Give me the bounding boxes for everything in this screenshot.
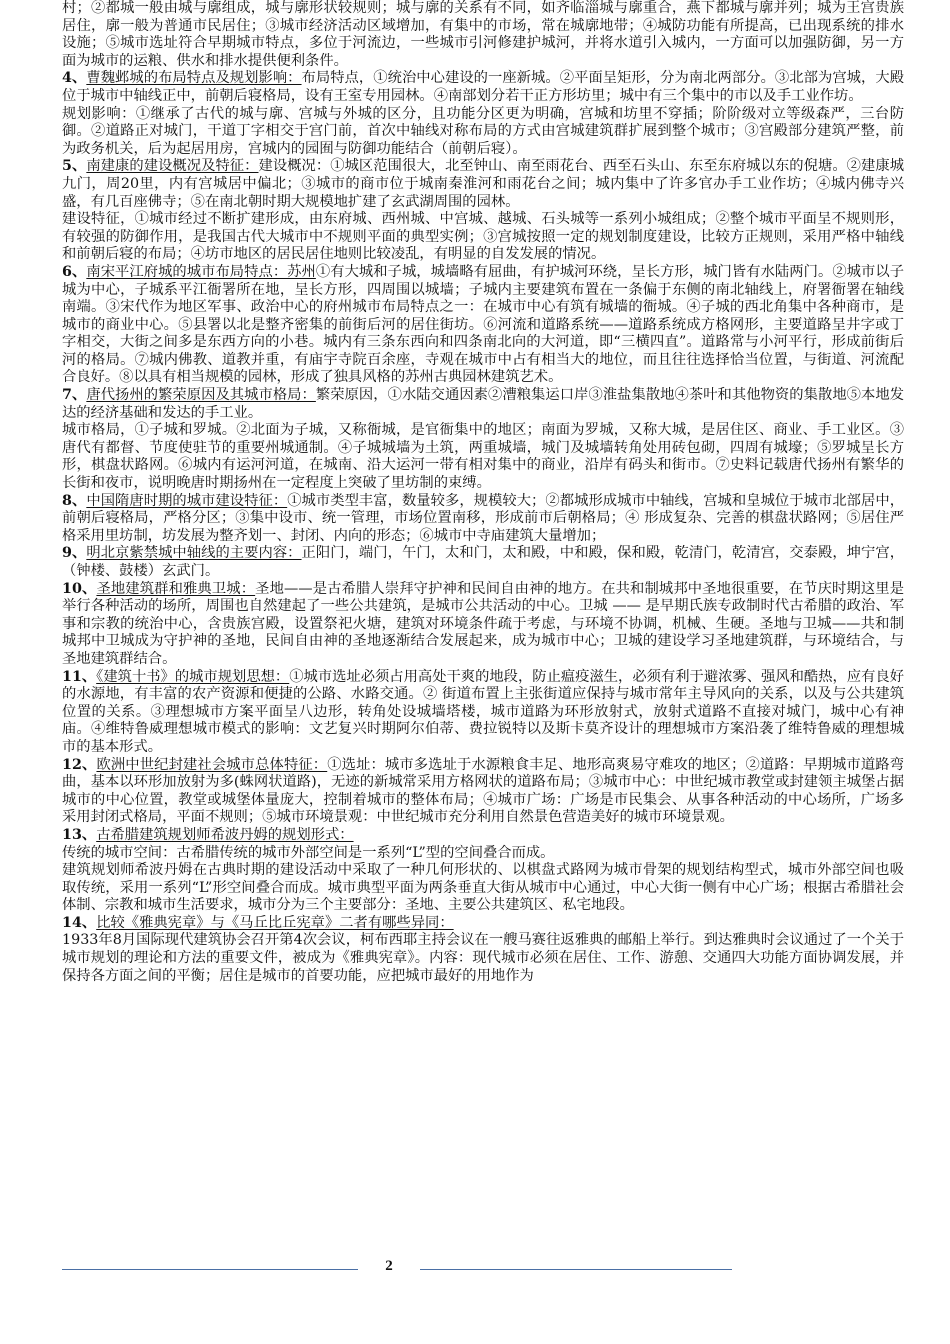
section-number: 10、	[62, 580, 97, 597]
section-body: 1933年8月国际现代建筑协会召开第4次会议，柯布西耶主持会议在一艘马赛往返雅典的邮船上举行。到达雅典时会议通过了一个关于城市规划的理论和方法的重要文件，被成为《雅典宪章》。内容：现代城市必须在居住、工作、游憩、交通四大功能方面协调发展，并保持各方面之间的平衡；居住是城市的首要功能，应把城市最好的用地作为	[62, 932, 904, 984]
section-number: 5、	[62, 158, 87, 175]
section-paragraph	[62, 70, 904, 105]
section-paragraph	[62, 757, 904, 827]
section-heading: 《建筑十书》的城市规划思想：	[96, 668, 290, 685]
section-paragraph	[62, 669, 904, 757]
section-body: 布局特点，①统治中心建设的一座新城。②平面呈矩形，分为南北两部分。③北部为宫城，大殿位于城市中轴线正中，前朝后寝格局，设有王室专用园林。④南部划分若干正方形坊里；城中有三个集中的市以及手工业作坊。	[62, 70, 904, 104]
section-body: 城市格局，①子城和罗城。②北面为子城，又称衙城，是官衙集中的地区；南面为罗城，又称大城，是居住区、商业、手工业区。③唐代有都督、节度使驻节的重要州城通制。④子城城墙为土筑，两重城墙，城门及城墙转角处用砖包砌，四周有城壕；⑤罗城呈长方形，棋盘状路网。⑥城内有运河河道，在城南、沿大运河一带有相对集中的商业，沿岸有码头和街市。⑦史料记载唐代扬州有繁华的长街和夜市，说明晚唐时期扬州在一定程度上突破了里坊制的束缚。	[62, 422, 904, 492]
section-body: 建设概况：①城区范围很大，北至钟山、南至雨花台、西至石头山、东至东府城以东的倪塘。②建康城九门，周20里，内有宫城居中偏北；③城市的商市位于城南秦淮河和雨花台之间；城内集中了许多官办手工业作坊；④城内佛寺兴盛，有几百座佛寺；⑤在南北朝时期大规模地扩建了玄武湖周围的园林。	[62, 158, 905, 210]
section-heading: 欧洲中世纪封建社会城市总体特征：	[96, 756, 328, 773]
section-number: 13、	[62, 826, 97, 843]
section-number: 7、	[62, 387, 87, 404]
section-paragraph	[62, 581, 904, 669]
section-body: 繁荣原因，①水陆交通因素②漕粮集运口岸③淮盐集散地④茶叶和其他物资的集散地⑤本地发达的经济基础和发达的手工业。	[62, 387, 904, 421]
sections-container	[62, 70, 904, 985]
section-body: 正阳门，端门，午门，太和门，太和殿，中和殿，保和殿，乾清门，乾清宫，交泰殿，坤宁宫，（钟楼、鼓楼）玄武门。	[62, 545, 904, 579]
section-number: 12、	[62, 756, 97, 773]
section-paragraph	[62, 932, 904, 985]
section-heading: 曹魏邺城的布局特点及规划影响：	[86, 70, 302, 87]
section-body: ①城市类型丰富，数量较多，规模较大；②都城形成城市中轴线，宫城和皇城位于城市北部居中，前朝后寝格局，严格分区；③集中设市、统一管理，市场位置南移，形成前市后朝格局；④ 形成复杂、完善的棋盘状路网；⑤居住严格采用里坊制，坊发展为整齐划一、封闭、内向的形态；⑥城市中寺庙建筑大量增加；	[62, 492, 904, 544]
intro-paragraph: 村；②都城一般由城与廓组成，城与廓形状较规则；城与廓的关系有不同，如齐临淄城与廓重合，燕下都城与廓并列；城为王宫贵族居住，廓一般为普通市民居住；③城市经济活动区域增加，有集中的市场，常在城廓地带；④城防功能有所提高，已出现系统的排水设施；⑤城市选址符合早期城市特点，多位于河流边，一些城市引河修建护城河，并将水道引入城内，一方面可以加强防御，另一方面为城市的运粮、供水和排水提供便利条件。	[62, 0, 904, 69]
footer-rule-right	[420, 1269, 732, 1270]
section-heading: 南建康的建设概况及特征：	[86, 158, 259, 175]
section-number: 8、	[62, 492, 87, 509]
section-paragraph	[62, 211, 904, 264]
section-paragraph	[62, 387, 904, 422]
section-number: 11、	[62, 668, 97, 685]
section-paragraph	[62, 845, 904, 863]
section-number: 6、	[62, 263, 87, 280]
section-paragraph	[62, 545, 904, 580]
section-body: ①选址：城市多选址于水源粮食丰足、地形高爽易守难攻的地区；②道路：早期城市道路弯曲，基本以环形加放射为多(蛛网状道路)，无迹的新城常采用方格网状的道路布局；③城市中心：中世纪城市教堂或封建领主城堡占据城市的中心位置，教堂或城堡体量庞大，控制着城市的整体布局；④城市广场：广场是市民集会、从事各种活动的中心场所，广场多采用封闭式格局，平面不规则；⑤城市环境景观：中世纪城市充分利用自然景色营造美好的城市环境景观。	[62, 756, 904, 826]
page-number: 2	[385, 1258, 393, 1274]
section-body: 建设特征，①城市经过不断扩建形成，由东府城、西州城、中宫城、越城、石头城等一系列小城组成；②整个城市平面呈不规则形，有较强的防御作用，是我国古代大城市中不规则平面的典型实例；③宫城按照一定的规划制度建设，比较方正规则，采用严格中轴线和前朝后寝的布局；④坊市地区的居民居住地则比较凌乱，有明显的自发发展的情况。	[62, 211, 904, 263]
section-paragraph	[62, 264, 904, 387]
section-heading: 南宋平江府城的城市布局特点：苏州	[86, 263, 316, 280]
section-body: ①城市选址必须占用高处干爽的地段，防止瘟疫滋生，必须有利于避浓雾、强风和酷热，应有良好的水源地，有丰富的农产资源和便捷的公路、水路交通。② 街道布置上主张街道应保持与城市常年主导风向的关系，以及与公共建筑位置的关系。③理想城市方案平面呈八边形，转角处设城墙塔楼，城市道路为环形放射式，放射式道路不直接对城门，城中心有神庙。④维特鲁威理想城市模式的影响：文艺复兴时期阿尔伯蒂、费拉锐特以及斯卡莫齐设计的理想城市方案沿袭了维特鲁威的理想城市的基本形式。	[62, 668, 904, 755]
section-paragraph	[62, 422, 904, 492]
section-heading: 唐代扬州的繁荣原因及其城市格局：	[86, 387, 316, 404]
section-number: 4、	[62, 70, 87, 87]
section-heading: 比较《雅典宪章》与《马丘比丘宪章》二者有哪些异同：	[96, 914, 454, 931]
section-number: 14、	[62, 914, 97, 931]
section-paragraph	[62, 827, 904, 845]
section-paragraph	[62, 915, 904, 933]
section-heading: 中国隋唐时期的城市建设特征：	[86, 492, 288, 509]
section-number: 9、	[62, 545, 87, 562]
section-heading: 圣地建筑群和雅典卫城：	[96, 580, 256, 597]
section-paragraph	[62, 862, 904, 915]
section-heading: 明北京紫禁城中轴线的主要内容：	[86, 545, 302, 562]
section-heading: 古希腊建筑规划师希波丹姆的规划形式：	[96, 826, 354, 843]
footer-rule-left	[62, 1269, 358, 1270]
section-paragraph	[62, 493, 904, 546]
page-footer	[0, 1258, 950, 1278]
section-body: 建筑规划师希波丹姆在古典时期的建设活动中采取了一种几何形状的、以棋盘式路网为城市骨架的规划结构型式，城市外部空间也吸取传统，采用一系列“L”形空间叠合而成。城市典型平面为两条垂直大街从城市中心通过，中心大街一侧有中心广场；根据古希腊社会体制、宗教和城市生活要求，城市分为三个主要部分：圣地、主要公共建筑区、私宅地段。	[62, 862, 904, 914]
section-body: 传统的城市空间：古希腊传统的城市外部空间是一系列“L”型的空间叠合而成。	[62, 844, 555, 861]
section-paragraph	[62, 158, 904, 211]
section-body: 圣地——是古希腊人崇拜守护神和民间自由神的地方。在共和制城邦中圣地很重要，在节庆时期这里是举行各种活动的场所，周围也自然建起了一些公共建筑，是城市公共活动的中心。卫城 —— 是早期氏族专政制时代古希腊的政治、军事和宗教的统治中心，含贵族宫殿，设置祭祀火塘，建筑对环境条件疏于考虑，与环境不协调，机械、生硬。圣地与卫城——共和制城邦中卫城成为守护神的圣地，民间自由神的圣地逐渐结合发展起来，成为城市中心；卫城的建设学习圣地建筑群，与环境结合，与圣地建筑群结合。	[62, 580, 905, 667]
section-paragraph	[62, 106, 904, 159]
document-page	[62, 0, 904, 985]
section-body: 规划影响：①继承了古代的城与廓、宫城与外城的区分，且功能分区更为明确，宫城和坊里不穿插；阶阶级对立等级森严，三台防御。②道路正对城门，干道丁字相交于宫门前，首次中轴线对称布局的方式由宫城建筑群扩展到整个城市；③宫殿部分建筑严整，前为政务机关，后为起居用房，宫城内的园囿与防御功能结合（前朝后寝）。	[62, 105, 904, 157]
section-body: ①有大城和子城，城墙略有屈曲，有护城河环绕，呈长方形，城门皆有水陆两门。②城市以子城为中心，子城系平江衙署所在地，呈长方形，四周围以城墙；子城内主要建筑布置在一条偏于东侧的南北轴线上，府署衙署在轴线南端。③宋代作为地区军事、政治中心的府州城市布局特点之一：在城市中心有筑有城墙的衙城。④子城的西北角集中各种商市，是城市的商业中心。⑤县署以北是整齐密集的前街后河的居住街坊。⑥河流和道路系统——道路系统成方格网形，主要道路呈井字或丁字相交，大街之间多是东西方向的小巷。城内有三条东西向和四条南北向的大河道，即“三横四直”。道路常与小河平行，形成前街后河的格局。⑦城内佛教、道教并重，有庙宇寺院百余座，寺观在城市中占有相当大的地位，而且往往选择恰当位置，与街道、河流配合良好。⑧以具有相当规模的园林，形成了独具风格的苏州古典园林建筑艺术。	[62, 263, 904, 386]
